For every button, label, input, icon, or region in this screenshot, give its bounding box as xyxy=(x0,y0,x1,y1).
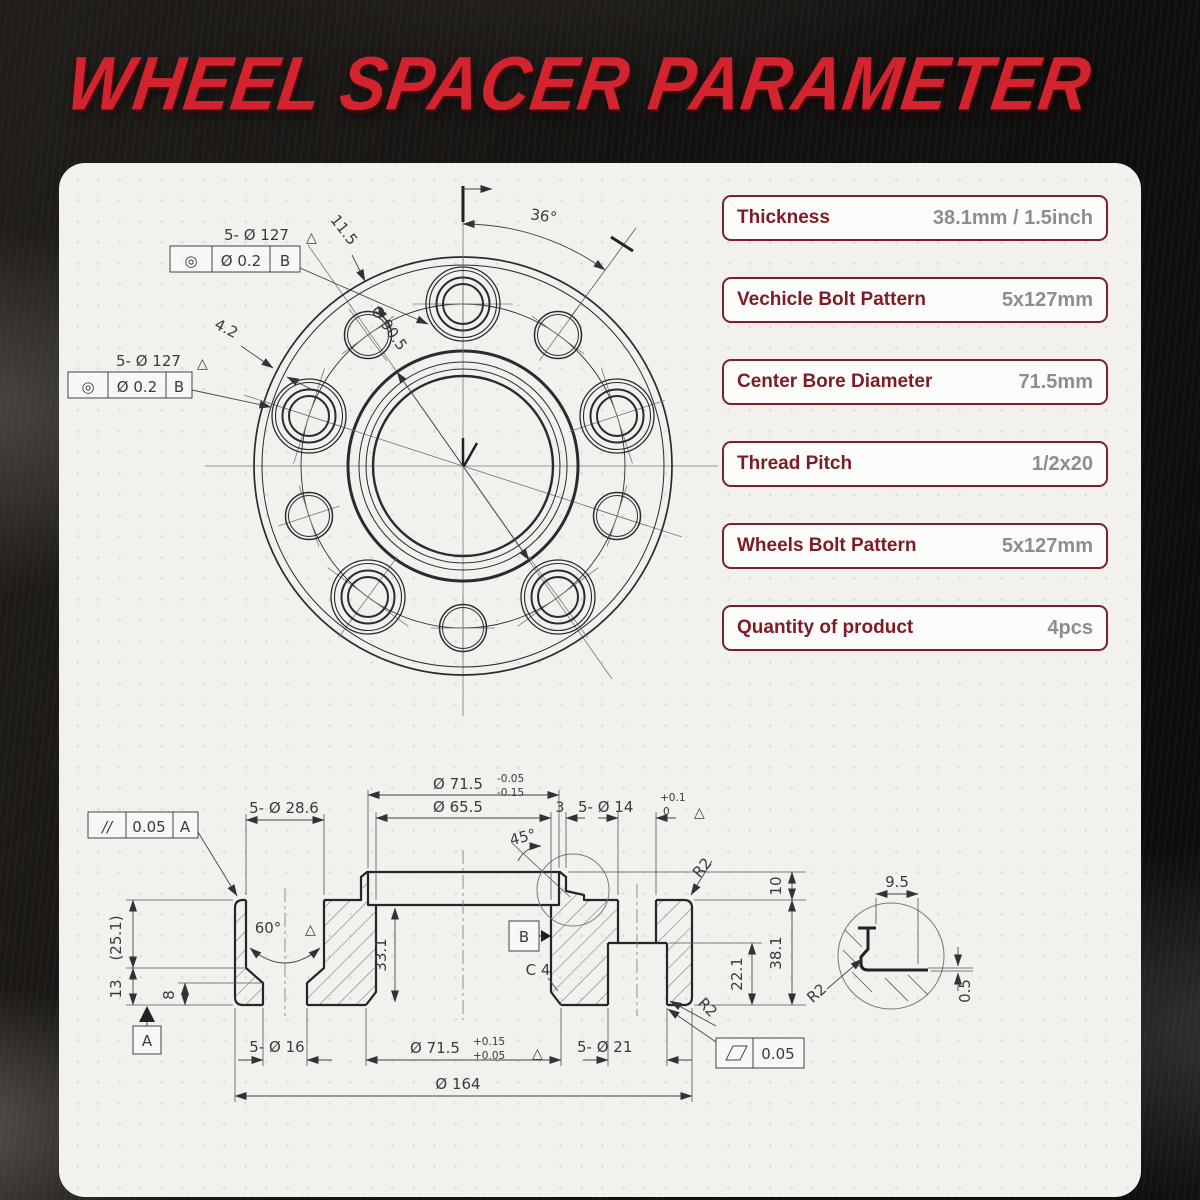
dimension-bore-top xyxy=(368,773,559,868)
dimension-detail-0-5 xyxy=(956,947,974,1003)
dim-9-5: 9.5 xyxy=(885,873,909,891)
dim-bore-bottom: Ø 71.5 xyxy=(410,1039,460,1057)
spec-value: 71.5mm xyxy=(1018,370,1093,393)
gdt-parallel-tol: 0.05 xyxy=(132,818,166,836)
dim-4-2: 4.2 xyxy=(211,315,241,342)
spec-value: 1/2x20 xyxy=(1031,452,1093,475)
datum-b xyxy=(509,921,551,951)
dimension-lug-hole xyxy=(578,792,705,895)
tol-lower: -0.15 xyxy=(497,787,525,799)
datum-a-label: A xyxy=(141,1032,153,1050)
tol-upper: +0.15 xyxy=(473,1036,506,1048)
triangle-icon: △ xyxy=(694,805,705,821)
dimension-hole-21 xyxy=(577,1008,692,1066)
datum-b-label: B xyxy=(518,928,530,946)
dim-0-5: 0.5 xyxy=(956,979,974,1003)
tol-lower: +0.05 xyxy=(473,1050,506,1062)
dimension-hole-16 xyxy=(238,1008,332,1066)
flatness-tol: 0.05 xyxy=(761,1045,795,1063)
dimension-counterbore xyxy=(246,799,324,895)
callout-note: 5- Ø 127 xyxy=(224,226,289,244)
dim-11-5: 11.5 xyxy=(326,211,362,249)
gdt-datum: B xyxy=(279,252,291,270)
dimension-bore-bottom xyxy=(366,1008,561,1066)
spec-value: 5x127mm xyxy=(1001,534,1093,557)
triangle-icon: △ xyxy=(197,356,208,372)
triangle-icon: △ xyxy=(532,1046,543,1062)
radius-r2-top: R2 xyxy=(688,854,716,882)
dim-36: 36° xyxy=(529,205,559,227)
spec-label: Quantity of product xyxy=(737,617,914,638)
concentricity-icon: ◎ xyxy=(81,378,95,396)
gdt-frame-parallelism xyxy=(88,812,237,896)
dim-bore-top: Ø 71.5 xyxy=(433,775,483,793)
dimension-detail-r2 xyxy=(803,959,862,1007)
triangle-icon: △ xyxy=(305,922,316,938)
dim-28-6: 5- Ø 28.6 xyxy=(249,799,319,817)
chamfer-c4: C 4 xyxy=(525,961,551,979)
dim-10: 10 xyxy=(767,876,785,896)
dim-38-1: 38.1 xyxy=(767,936,785,970)
callout-note: 5- Ø 127 xyxy=(116,352,181,370)
gdt-tolerance: Ø 0.2 xyxy=(116,378,158,396)
dim-22-1: 22.1 xyxy=(728,957,746,991)
dim-60: 60° xyxy=(254,919,282,937)
dimension-rim-11-5 xyxy=(327,211,391,330)
spec-label: Thickness xyxy=(737,207,830,228)
spec-label: Vechicle Bolt Pattern xyxy=(737,289,927,310)
gdt-tolerance: Ø 0.2 xyxy=(220,252,262,270)
dimension-edge-4-2 xyxy=(212,315,311,389)
dim-hub-diameter: Ø 90.5 xyxy=(367,302,411,354)
detail-view-drawing xyxy=(803,873,974,1009)
dim-164: Ø 164 xyxy=(435,1075,481,1093)
gdt-frame-flatness xyxy=(668,1009,804,1068)
tol-upper: -0.05 xyxy=(497,773,525,785)
spec-value: 38.1mm / 1.5inch xyxy=(932,206,1093,229)
dim-21: 5- Ø 21 xyxy=(577,1038,633,1056)
spec-value: 4pcs xyxy=(1047,616,1093,639)
radius-r2-bottom: R2 xyxy=(694,994,721,1021)
parallelism-icon: // xyxy=(101,818,113,836)
dim-33-1: 33.1 xyxy=(372,938,390,972)
dim-14: 5- Ø 14 xyxy=(578,798,634,816)
page-title: WHEEL SPACER PARAMETER xyxy=(61,41,1097,126)
tol-upper: +0.1 xyxy=(660,792,686,804)
spec-value: 5x127mm xyxy=(1001,288,1093,311)
gdt-frame-left xyxy=(68,352,271,407)
spec-label: Thread Pitch xyxy=(737,453,853,474)
tol-lower: 0 xyxy=(663,806,670,818)
dim-65-5: Ø 65.5 xyxy=(433,798,483,816)
dim-16: 5- Ø 16 xyxy=(249,1038,305,1056)
dimension-bore-inner xyxy=(376,798,585,900)
spec-label: Wheels Bolt Pattern xyxy=(737,535,917,556)
gdt-frame-top xyxy=(170,226,428,324)
center-mark xyxy=(463,438,477,466)
dim-3: 3 xyxy=(555,800,565,816)
dim-8: 8 xyxy=(160,990,178,1000)
front-view-drawing xyxy=(68,186,718,716)
spec-label: Center Bore Diameter xyxy=(737,371,933,392)
gdt-datum: B xyxy=(173,378,185,396)
section-view-drawing xyxy=(88,773,806,1102)
radius-r2-detail: R2 xyxy=(803,979,831,1007)
triangle-icon: △ xyxy=(306,230,317,246)
dim-25-1: (25.1) xyxy=(107,915,125,961)
concentricity-icon: ◎ xyxy=(184,252,198,270)
dimension-detail-9-5 xyxy=(876,873,918,964)
detail-hatch xyxy=(843,930,928,1001)
dim-45: 45° xyxy=(507,825,538,850)
datum-a xyxy=(133,1006,161,1054)
dim-13: 13 xyxy=(107,979,125,999)
gdt-parallel-datum: A xyxy=(179,818,191,836)
